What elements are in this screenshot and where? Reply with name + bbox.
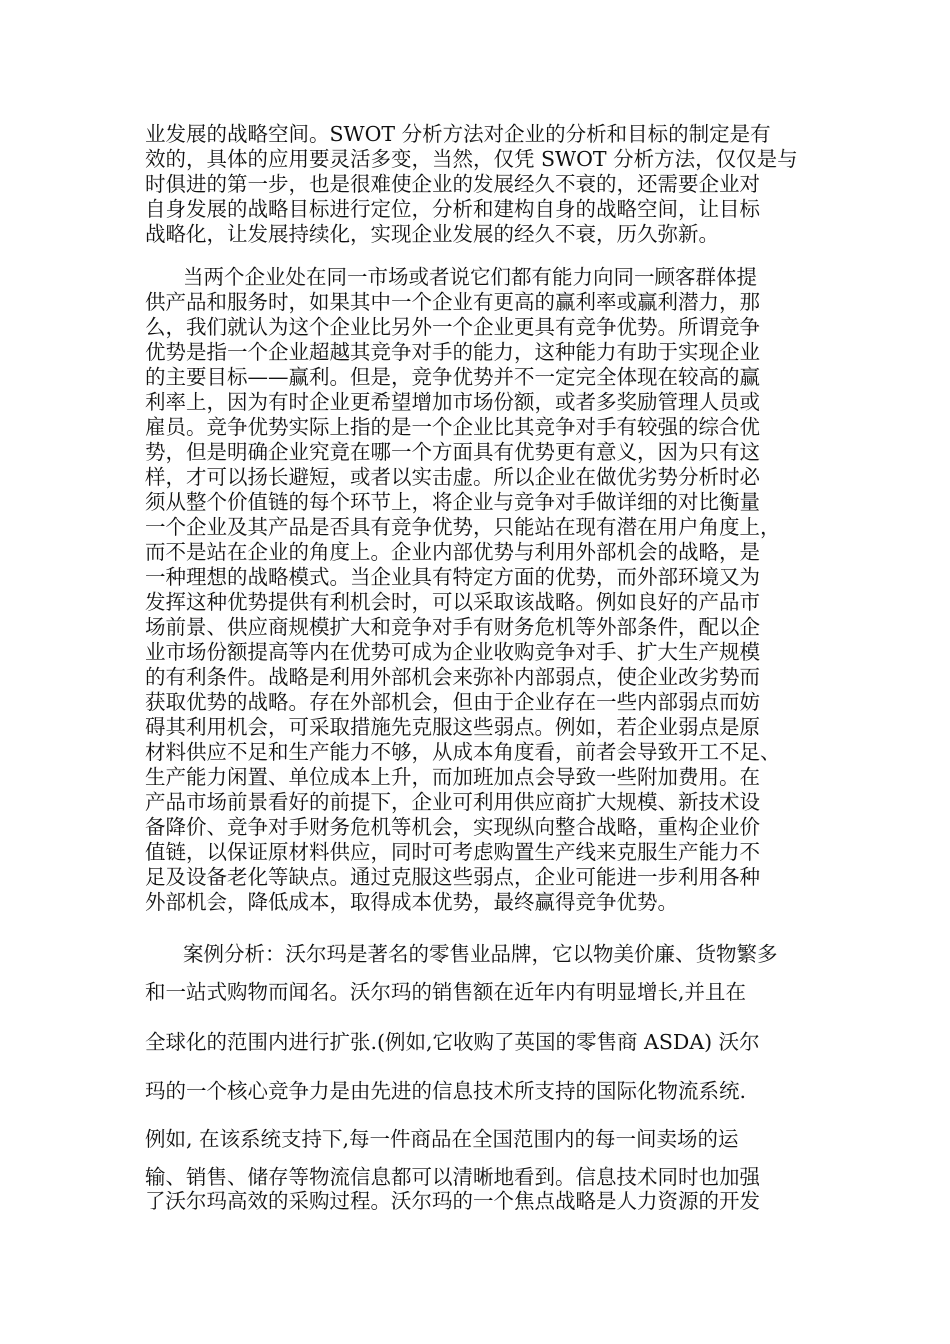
text-line: 发挥这种优势提供有利机会时，可以采取该战略。例如良好的产品市 xyxy=(145,590,760,614)
text-line: 利率上，因为有时企业更希望增加市场份额，或者多奖励管理人员或 xyxy=(145,390,760,414)
text-line: 战略化，让发展持续化，实现企业发展的经久不衰，历久弥新。 xyxy=(145,222,719,246)
text-line: 一种理想的战略模式。当企业具有特定方面的优势，而外部环境又为 xyxy=(145,565,760,589)
text-line: 的有利条件。战略是利用外部机会来弥补内部弱点，使企业改劣势而 xyxy=(145,665,760,689)
text-line: 势，但是明确企业究竟在哪一个方面具有优势更有意义，因为只有这 xyxy=(145,440,760,464)
text-line: 材料供应不足和生产能力不够，从成本角度看，前者会导致开工不足、 xyxy=(145,740,781,764)
text-line: 样，才可以扬长避短，或者以实击虚。所以企业在做优劣势分析时必 xyxy=(145,465,760,489)
text-line: 场前景、供应商规模扩大和竞争对手有财务危机等外部条件，配以企 xyxy=(145,615,760,639)
text-line: 碍其利用机会，可采取措施先克服这些弱点。例如，若企业弱点是原 xyxy=(145,715,760,739)
text-line: 案例分析：沃尔玛是著名的零售业品牌，它以物美价廉、货物繁多 xyxy=(183,942,778,966)
text-line: 值链，以保证原材料供应，同时可考虑购置生产线来克服生产能力不 xyxy=(145,840,760,864)
text-line: 优势是指一个企业超越其竞争对手的能力，这种能力有助于实现企业 xyxy=(145,340,760,364)
text-line: 输、销售、储存等物流信息都可以清晰地看到。信息技术同时也加强 xyxy=(145,1165,760,1189)
text-line: 玛的一个核心竞争力是由先进的信息技术所支持的国际化物流系统. xyxy=(145,1079,747,1103)
text-line: 备降价、竞争对手财务危机等机会，实现纵向整合战略，重构企业价 xyxy=(145,815,760,839)
text-line: 获取优势的战略。存在外部机会，但由于企业存在一些内部弱点而妨 xyxy=(145,690,760,714)
text-line: 足及设备老化等缺点。通过克服这些弱点，企业可能进一步利用各种 xyxy=(145,865,760,889)
text-line: 生产能力闲置、单位成本上升，而加班加点会导致一些附加费用。在 xyxy=(145,765,760,789)
text-line: 和一站式购物而闻名。沃尔玛的销售额在近年内有明显增长,并且在 xyxy=(145,980,747,1004)
text-line: 供产品和服务时，如果其中一个企业有更高的赢利率或赢利潜力，那 xyxy=(145,290,760,314)
text-line: 例如, 在该系统支持下,每一件商品在全国范围内的每一间卖场的运 xyxy=(145,1127,739,1151)
text-line: 全球化的范围内进行扩张.(例如,它收购了英国的零售商 ASDA) 沃尔 xyxy=(145,1030,760,1054)
text-line: 产品市场前景看好的前提下，企业可利用供应商扩大规模、新技术设 xyxy=(145,790,760,814)
text-line: 业发展的战略空间。SWOT 分析方法对企业的分析和目标的制定是有 xyxy=(145,122,771,146)
text-line: 了沃尔玛高效的采购过程。沃尔玛的一个焦点战略是人力资源的开发 xyxy=(145,1189,760,1213)
text-line: 一个企业及其产品是否具有竞争优势，只能站在现有潜在用户角度上， xyxy=(145,515,781,539)
text-line: 须从整个价值链的每个环节上，将企业与竞争对手做详细的对比衡量 xyxy=(145,490,760,514)
text-line: 的主要目标——赢利。但是，竞争优势并不一定完全体现在较高的赢 xyxy=(145,365,760,389)
text-line: 效的，具体的应用要灵活多变，当然，仅凭 SWOT 分析方法，仅仅是与 xyxy=(145,147,798,171)
text-line: 雇员。竞争优势实际上指的是一个企业比其竞争对手有较强的综合优 xyxy=(145,415,760,439)
text-line: 而不是站在企业的角度上。企业内部优势与利用外部机会的战略，是 xyxy=(145,540,760,564)
text-line: 时俱进的第一步，也是很难使企业的发展经久不衰的，还需要企业对 xyxy=(145,172,760,196)
text-line: 么，我们就认为这个企业比另外一个企业更具有竞争优势。所谓竞争 xyxy=(145,315,760,339)
text-line: 外部机会，降低成本，取得成本优势，最终赢得竞争优势。 xyxy=(145,890,678,914)
text-line: 业市场份额提高等内在优势可成为企业收购竞争对手、扩大生产规模 xyxy=(145,640,760,664)
text-line: 自身发展的战略目标进行定位，分析和建构自身的战略空间，让目标 xyxy=(145,197,760,221)
text-line: 当两个企业处在同一市场或者说它们都有能力向同一顾客群体提 xyxy=(183,265,757,289)
